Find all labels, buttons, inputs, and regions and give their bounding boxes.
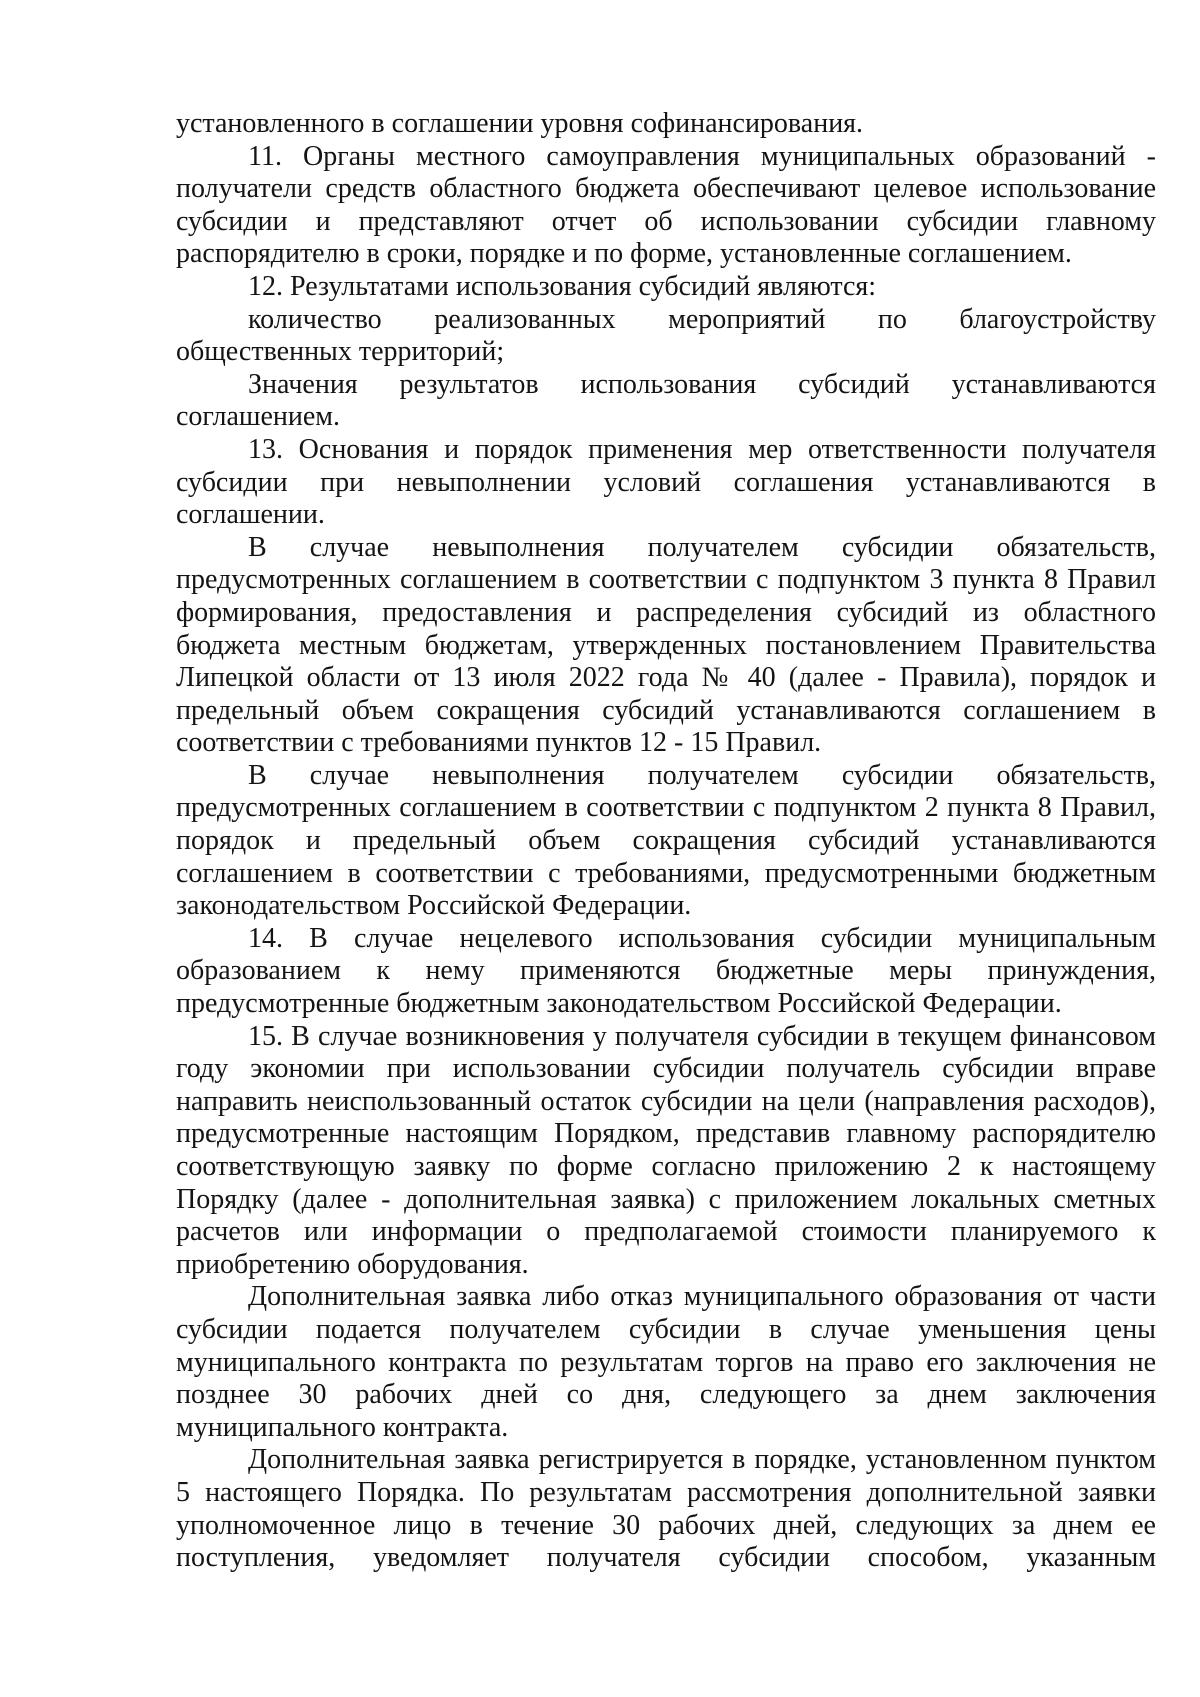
- paragraph-item-12: 12. Результатами использования субсидий являются:: [248, 270, 877, 302]
- paragraph-obligations-subpoint-3: В случае невыполнения получателем субсидии обязательств, предусмотренных соглашением в соответствии с подпунктом 3 пункта 8 Правил формирования, предоставления и распределения субсидий из областного бюджета местным бюджетам, утвержденных постановлением Правительства Липецкой области от 13 июля 2022 года № 40 (далее - Правила), порядок и предельный объем сокращения субсидий устанавливаются соглашением в соответствии с требованиями пунктов 12 - 15 Правил.: [176, 531, 1156, 759]
- paragraph-cofinancing-level: установленного в соглашении уровня софинансирования.: [176, 108, 864, 139]
- paragraph-item-13: 13. Основания и порядок применения мер ответственности получателя субсидии при невыполнении условий соглашения устанавливаются в соглашении.: [176, 433, 1156, 531]
- paragraph-results-count: количество реализованных мероприятий по благоустройству общественных территорий;: [176, 303, 1156, 368]
- paragraph-item-14: 14. В случае нецелевого использования субсидии муниципальным образованием к нему применяются бюджетные меры принуждения, предусмотренные бюджетным законодательством Российской Федерации.: [176, 922, 1156, 1020]
- paragraph-item-11: 11. Органы местного самоуправления муниципальных образований - получатели средств областного бюджета обеспечивают целевое использование субсидии и представляют отчет об использовании субсидии главному распорядителю в сроки, порядке и по форме, установленные соглашением.: [176, 140, 1156, 270]
- document-page: [176, 108, 1156, 1575]
- paragraph-obligations-subpoint-2: В случае невыполнения получателем субсидии обязательств, предусмотренных соглашением в соответствии с подпунктом 2 пункта 8 Правил, порядок и предельный объем сокращения субсидий устанавливаются соглашением в соответствии с требованиями, предусмотренными бюджетным законодательством Российской Федерации.: [176, 759, 1156, 922]
- paragraph-results-values: Значения результатов использования субсидий устанавливаются соглашением.: [176, 368, 1156, 433]
- paragraph-request-registration: Дополнительная заявка регистрируется в порядке, установленном пунктом 5 настоящего Порядка. По результатам рассмотрения дополнительной заявки уполномоченное лицо в течение 30 рабочих дней, следующих за днем ее поступления, уведомляет получателя субсидии способом, указанным: [176, 1444, 1156, 1574]
- paragraph-additional-request: Дополнительная заявка либо отказ муниципального образования от части субсидии подается получателем субсидии в случае уменьшения цены муниципального контракта по результатам торгов на право его заключения не позднее 30 рабочих дней со дня, следующего за днем заключения муниципального контракта.: [176, 1281, 1156, 1443]
- paragraph-item-15: 15. В случае возникновения у получателя субсидии в текущем финансовом году экономии при использовании субсидии получатель субсидии вправе направить неиспользованный остаток субсидии на цели (направления расходов), предусмотренные настоящим Порядком, представив главному распорядителю соответствующую заявку по форме согласно приложению 2 к настоящему Порядку (далее - дополнительная заявка) с приложением локальных сметных расчетов или информации о предполагаемой стоимости планируемого к приобретению оборудования.: [176, 1020, 1156, 1280]
